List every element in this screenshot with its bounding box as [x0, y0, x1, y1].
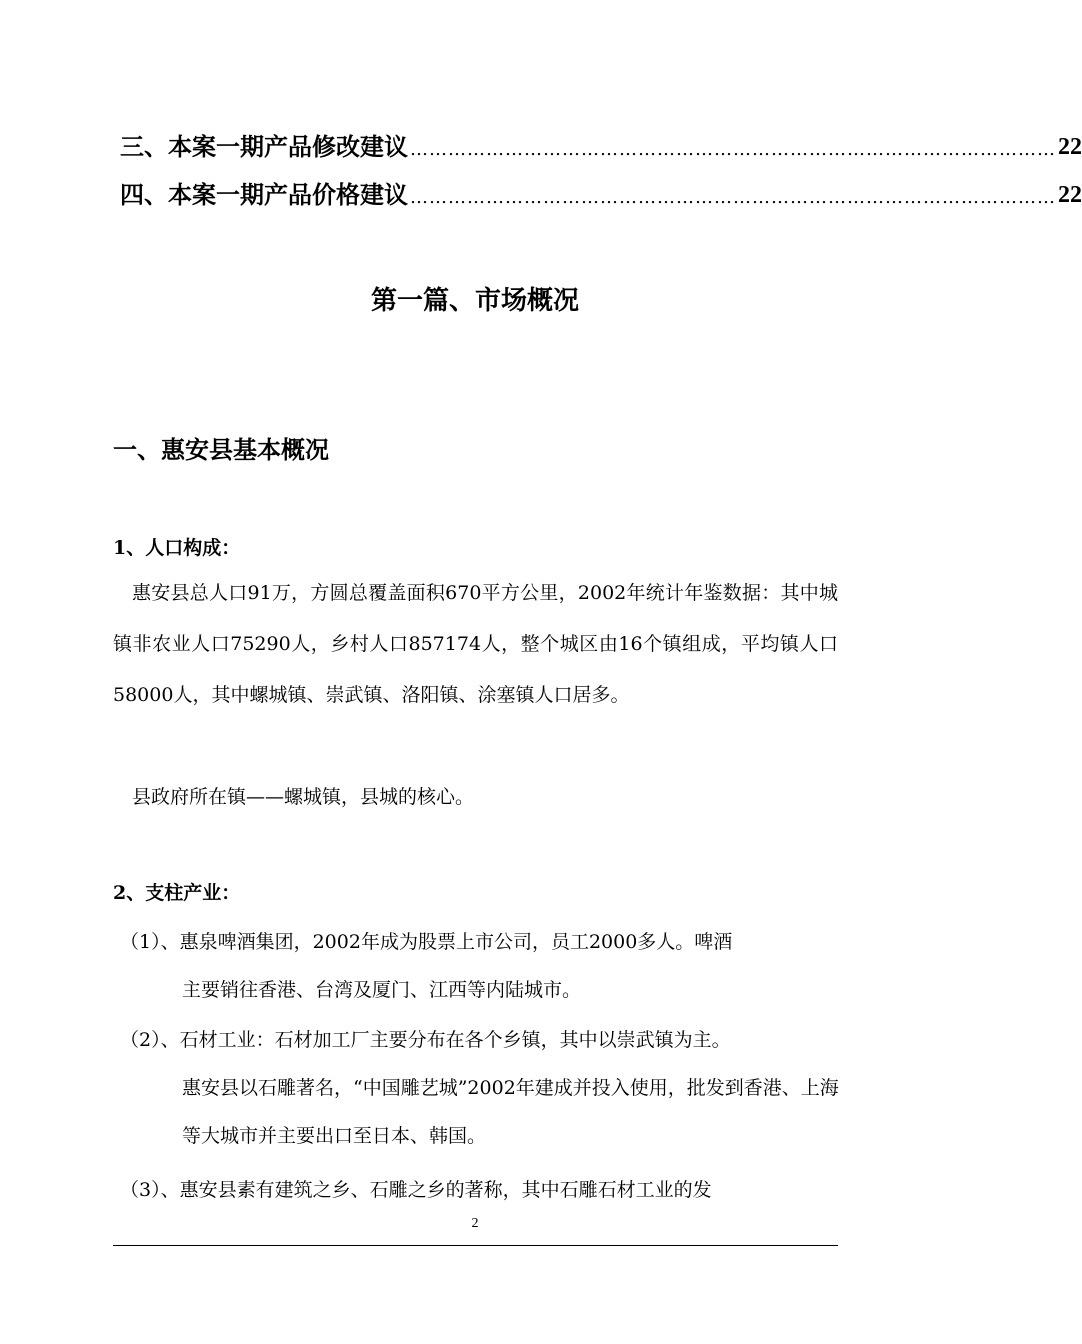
county-seat-paragraph: 县政府所在镇——螺城镇，县城的核心。 [132, 786, 475, 808]
population-paragraph: 惠安县总人口91万，方圆总覆盖面积670平方公里，2002年统计年鉴数据：其中城镇非农业人口75290人，乡村人口857174人，整个城区由16个镇组成，平均镇人口58000人，其中螺城镇、崇武镇、洛阳镇、涂塞镇人口居多。 [113, 582, 838, 706]
industry-item-3 [120, 1166, 860, 1214]
footer-rule [113, 1245, 838, 1246]
subsection-heading-industry: 2、支柱产业： [113, 882, 241, 904]
industry-item-2-continuation: 惠安县以石雕著名，“中国雕艺城”2002年建成并投入使用，批发到香港、上海等大城市并主要出口至日本、韩国。 [182, 1077, 839, 1147]
page-number: 2 [471, 1216, 479, 1231]
toc-leader-dots: ………………………………………………………………………………………… [410, 187, 1056, 208]
toc-entry-title: 四、本案一期产品价格建议 [120, 180, 408, 209]
industry-item-1-first-line: （1）、惠泉啤酒集团，2002年成为股票上市公司，员工2000多人。啤酒 [120, 931, 733, 953]
industry-item-2 [120, 1016, 860, 1160]
industry-item-2-first-line: （2）、石材工业：石材加工厂主要分布在各个乡镇，其中以崇武镇为主。 [120, 1029, 731, 1051]
toc-entry[interactable] [120, 175, 1082, 215]
subsection-heading-population: 1、人口构成： [113, 537, 241, 559]
part-title: 第一篇、市场概况 [370, 286, 579, 316]
industry-item-1-continuation: 主要销往香港、台湾及厦门、江西等内陆城市。 [182, 979, 582, 1001]
industry-item-1 [120, 918, 860, 1014]
toc-entry[interactable] [120, 127, 1082, 167]
toc-entry-page: 22 [1058, 134, 1082, 160]
section-heading: 一、惠安县基本概况 [113, 435, 329, 464]
toc-entry-page: 22 [1058, 182, 1082, 208]
toc-entry-title: 三、本案一期产品修改建议 [120, 132, 408, 161]
toc-leader-dots: ………………………………………………………………………………………… [410, 139, 1056, 160]
industry-item-3-first-line: （3）、惠安县素有建筑之乡、石雕之乡的著称，其中石雕石材工业的发 [120, 1179, 712, 1201]
